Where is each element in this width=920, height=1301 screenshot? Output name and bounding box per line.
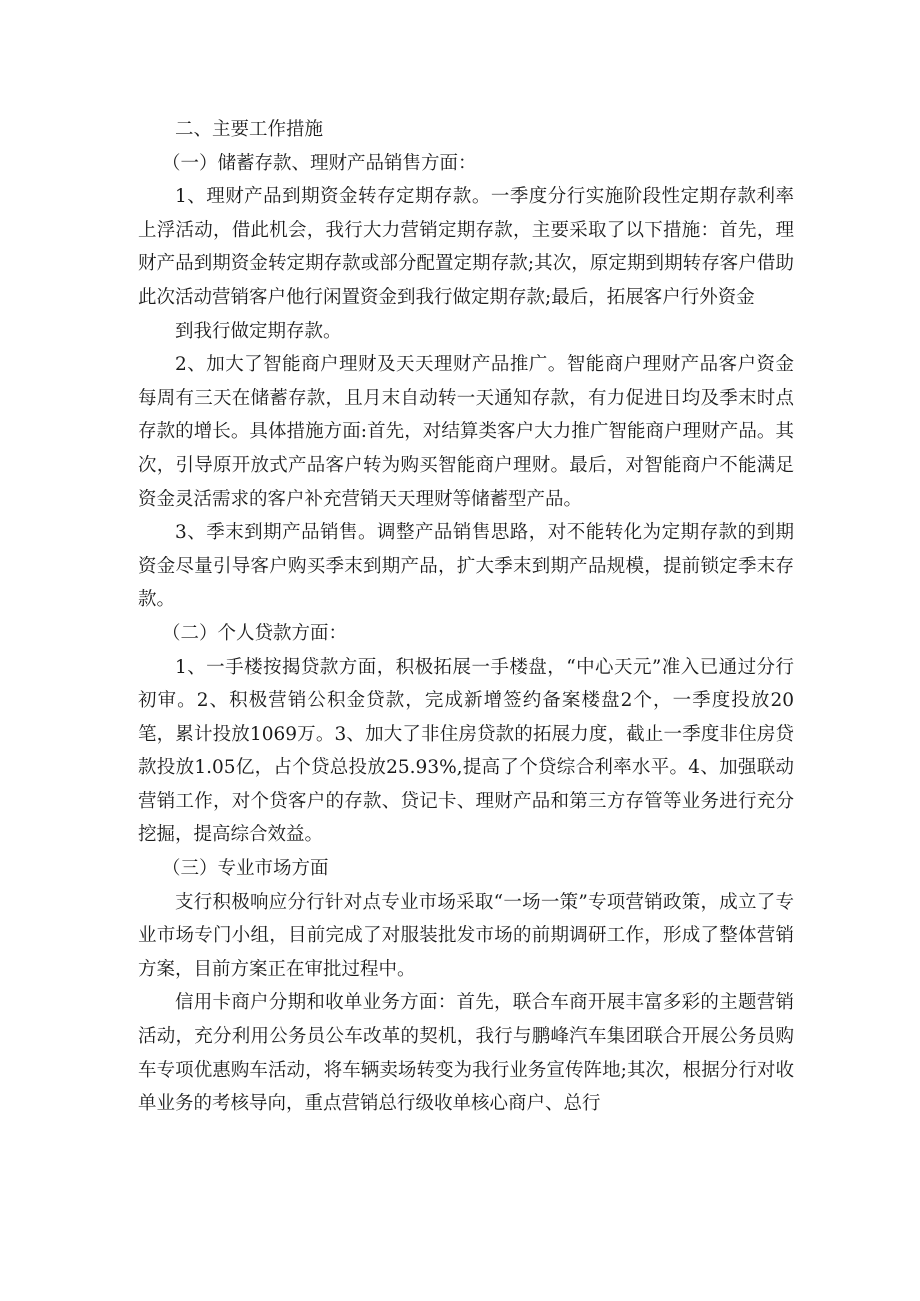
paragraph-smart-merchant: 2、加大了智能商户理财及天天理财产品推广。智能商户理财产品客户资金每周有三天在储蓄存款，且月末自动转一天通知存款，有力促进日均及季末时点存款的增长。具体措施方面:首先，对结算类客户大力推广智能商户理财产品。其次，引导原开放式产品客户转为购买智能商户理财。最后，对智能商户不能满足资金灵活需求的客户补充营销天天理财等储蓄型产品。 [138, 354, 794, 510]
paragraph-quarter-end-products: 3、季末到期产品销售。调整产品销售思路，对不能转化为定期存款的到期资金尽量引导客户购买季末到期产品，扩大季末到期产品规模，提前锁定季末存款。 [138, 522, 794, 611]
subsection-heading-specialized-market: （三）专业市场方面 [162, 858, 329, 880]
section-heading-main-measures: 二、主要工作措施 [175, 119, 324, 140]
paragraph-personal-loans: 1、一手楼按揭贷款方面，积极拓展一手楼盘，“中心天元”准入已通过分行初审。2、积极营销公积金贷款，完成新增签约备案楼盘2个，一季度投放20笔，累计投放1069万。3、加大了非住房贷款的拓展力度，截止一季度非住房贷款投放1.05亿，占个贷总投放25.93%,提高了个贷综合利率水平。4、加强联动营销工作，对个贷客户的存款、贷记卡、理财产品和第三方存管等业务进行充分挖掘，提高综合效益。 [138, 656, 794, 846]
subsection-heading-personal-loans: （二）个人贷款方面： [162, 622, 348, 644]
paragraph-credit-card-merchant: 信用卡商户分期和收单业务方面：首先，联合车商开展丰富多彩的主题营销活动，充分利用公务员公车改革的契机，我行与鹏峰汽车集团联合开展公务员购车专项优惠购车活动，将车辆卖场转变为我行业务宣传阵地;其次，根据分行对收单业务的考核导向，重点营销总行级收单核心商户、总行 [138, 992, 794, 1115]
subsection-heading-savings: （一）储蓄存款、理财产品销售方面： [162, 152, 477, 174]
paragraph-fixed-deposit: 1、理财产品到期资金转存定期存款。一季度分行实施阶段性定期存款利率上浮活动，借此机会，我行大力营销定期存款，主要采取了以下措施：首先，理财产品到期资金转定期存款或部分配置定期存款;其次，原定期到期转存客户借助此次活动营销客户他行闲置资金到我行做定期存款;最后，拓展客户行外资金 [138, 186, 794, 308]
paragraph-specialized-market: 支行积极响应分行针对点专业市场采取“一场一策”专项营销政策，成立了专业市场专门小组，目前完成了对服装批发市场的前期调研工作，形成了整体营销方案，目前方案正在审批过程中。 [138, 891, 794, 980]
document-body [138, 113, 794, 1121]
paragraph-fixed-deposit-continued: 到我行做定期存款。 [175, 320, 342, 342]
